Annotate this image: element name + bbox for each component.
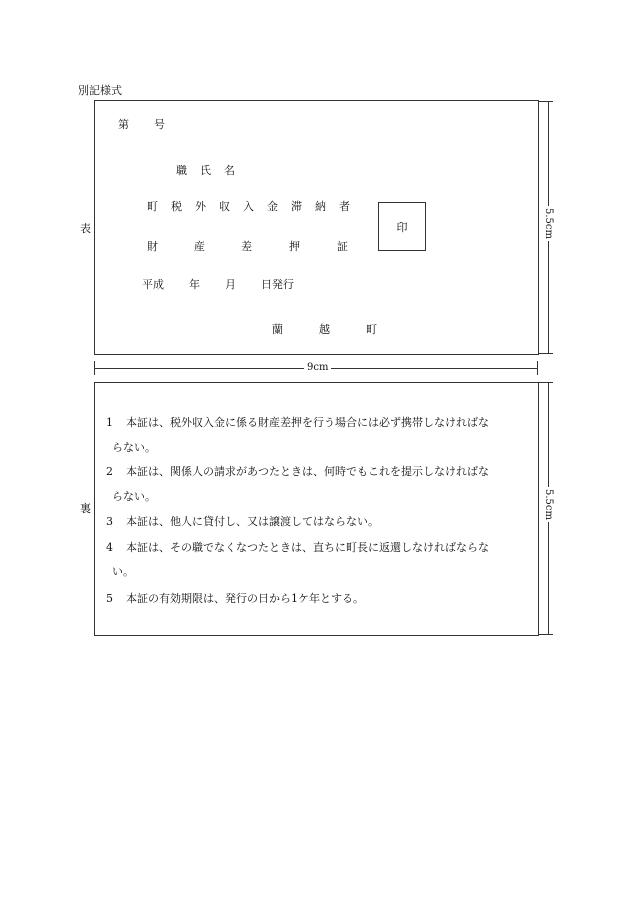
title2-char-3: 押 — [289, 240, 300, 253]
title1-char-7: 納 — [315, 200, 326, 213]
instruction-2-number: 2 — [106, 465, 113, 478]
official-title-1: 氏 — [200, 164, 211, 177]
town-name-1: 越 — [319, 323, 330, 336]
form-title: 別記様式 — [78, 84, 122, 97]
instruction-5 — [106, 593, 364, 605]
back-dim-top-tick — [539, 382, 553, 383]
certificate-front — [94, 100, 539, 355]
title2-char-2: 差 — [241, 240, 252, 253]
front-dim-top-tick — [539, 101, 553, 102]
town-name-0: 蘭 — [272, 323, 283, 336]
issue-date-year: 年 — [189, 278, 200, 291]
official-title-2: 名 — [224, 164, 235, 177]
instruction-3-number: 3 — [106, 515, 113, 528]
instruction-4-text: 本証は、その職でなくなつたときは、直ちに町長に返還しなければならな — [126, 541, 489, 554]
title1-char-2: 外 — [195, 200, 206, 213]
instruction-2-text: 本証は、関係人の請求があつたときは、何時でもこれを提示しなければな — [126, 465, 489, 478]
title1-char-1: 税 — [171, 200, 182, 213]
instruction-2 — [106, 466, 489, 478]
instruction-3 — [106, 516, 379, 528]
title1-char-6: 滞 — [291, 200, 302, 213]
instruction-5-number: 5 — [106, 592, 113, 605]
instruction-4 — [106, 542, 489, 554]
instruction-1-text: 本証は、税外収入金に係る財産差押を行う場合には必ず携帯しなければな — [126, 416, 489, 429]
title1-char-3: 収 — [219, 200, 230, 213]
instruction-1 — [106, 417, 489, 429]
town-name-2: 町 — [366, 323, 377, 336]
issue-date-era: 平成 — [142, 278, 164, 291]
number-label-dai: 第 — [118, 118, 129, 131]
issue-date-day: 日発行 — [261, 278, 294, 291]
instruction-3-text: 本証は、他人に貸付し、又は譲渡してはならない。 — [126, 515, 379, 528]
width-dimension-label: 9cm — [304, 362, 331, 374]
back-dim-bottom-tick — [539, 634, 553, 635]
width-dim-right-tick — [537, 361, 538, 375]
official-title-0: 職 — [176, 164, 187, 177]
instruction-4-number: 4 — [106, 541, 113, 554]
title1-char-5: 金 — [267, 200, 278, 213]
seal-label: 印 — [396, 220, 408, 234]
instruction-5-text: 本証の有効期限は、発行の日から1ケ年とする。 — [126, 592, 364, 605]
number-label-go: 号 — [154, 118, 165, 131]
title2-char-1: 産 — [194, 240, 205, 253]
back-side-label: 裏 — [80, 502, 91, 515]
front-dim-bottom-tick — [539, 353, 553, 354]
instruction-1-cont: らない。 — [112, 441, 156, 454]
title1-char-0: 町 — [147, 200, 158, 213]
issue-date-month: 月 — [225, 278, 236, 291]
title2-char-4: 証 — [337, 240, 348, 253]
back-height-dimension-label: 5.5cm — [543, 489, 554, 520]
front-height-dimension-label: 5.5cm — [543, 208, 554, 239]
instruction-2-cont: らない。 — [112, 490, 156, 503]
instruction-1-number: 1 — [106, 416, 113, 429]
seal-box — [378, 202, 426, 251]
title1-char-8: 者 — [339, 200, 350, 213]
title1-char-4: 入 — [243, 200, 254, 213]
instruction-4-cont: い。 — [112, 565, 134, 578]
front-side-label: 表 — [80, 222, 91, 235]
title2-char-0: 財 — [147, 240, 158, 253]
